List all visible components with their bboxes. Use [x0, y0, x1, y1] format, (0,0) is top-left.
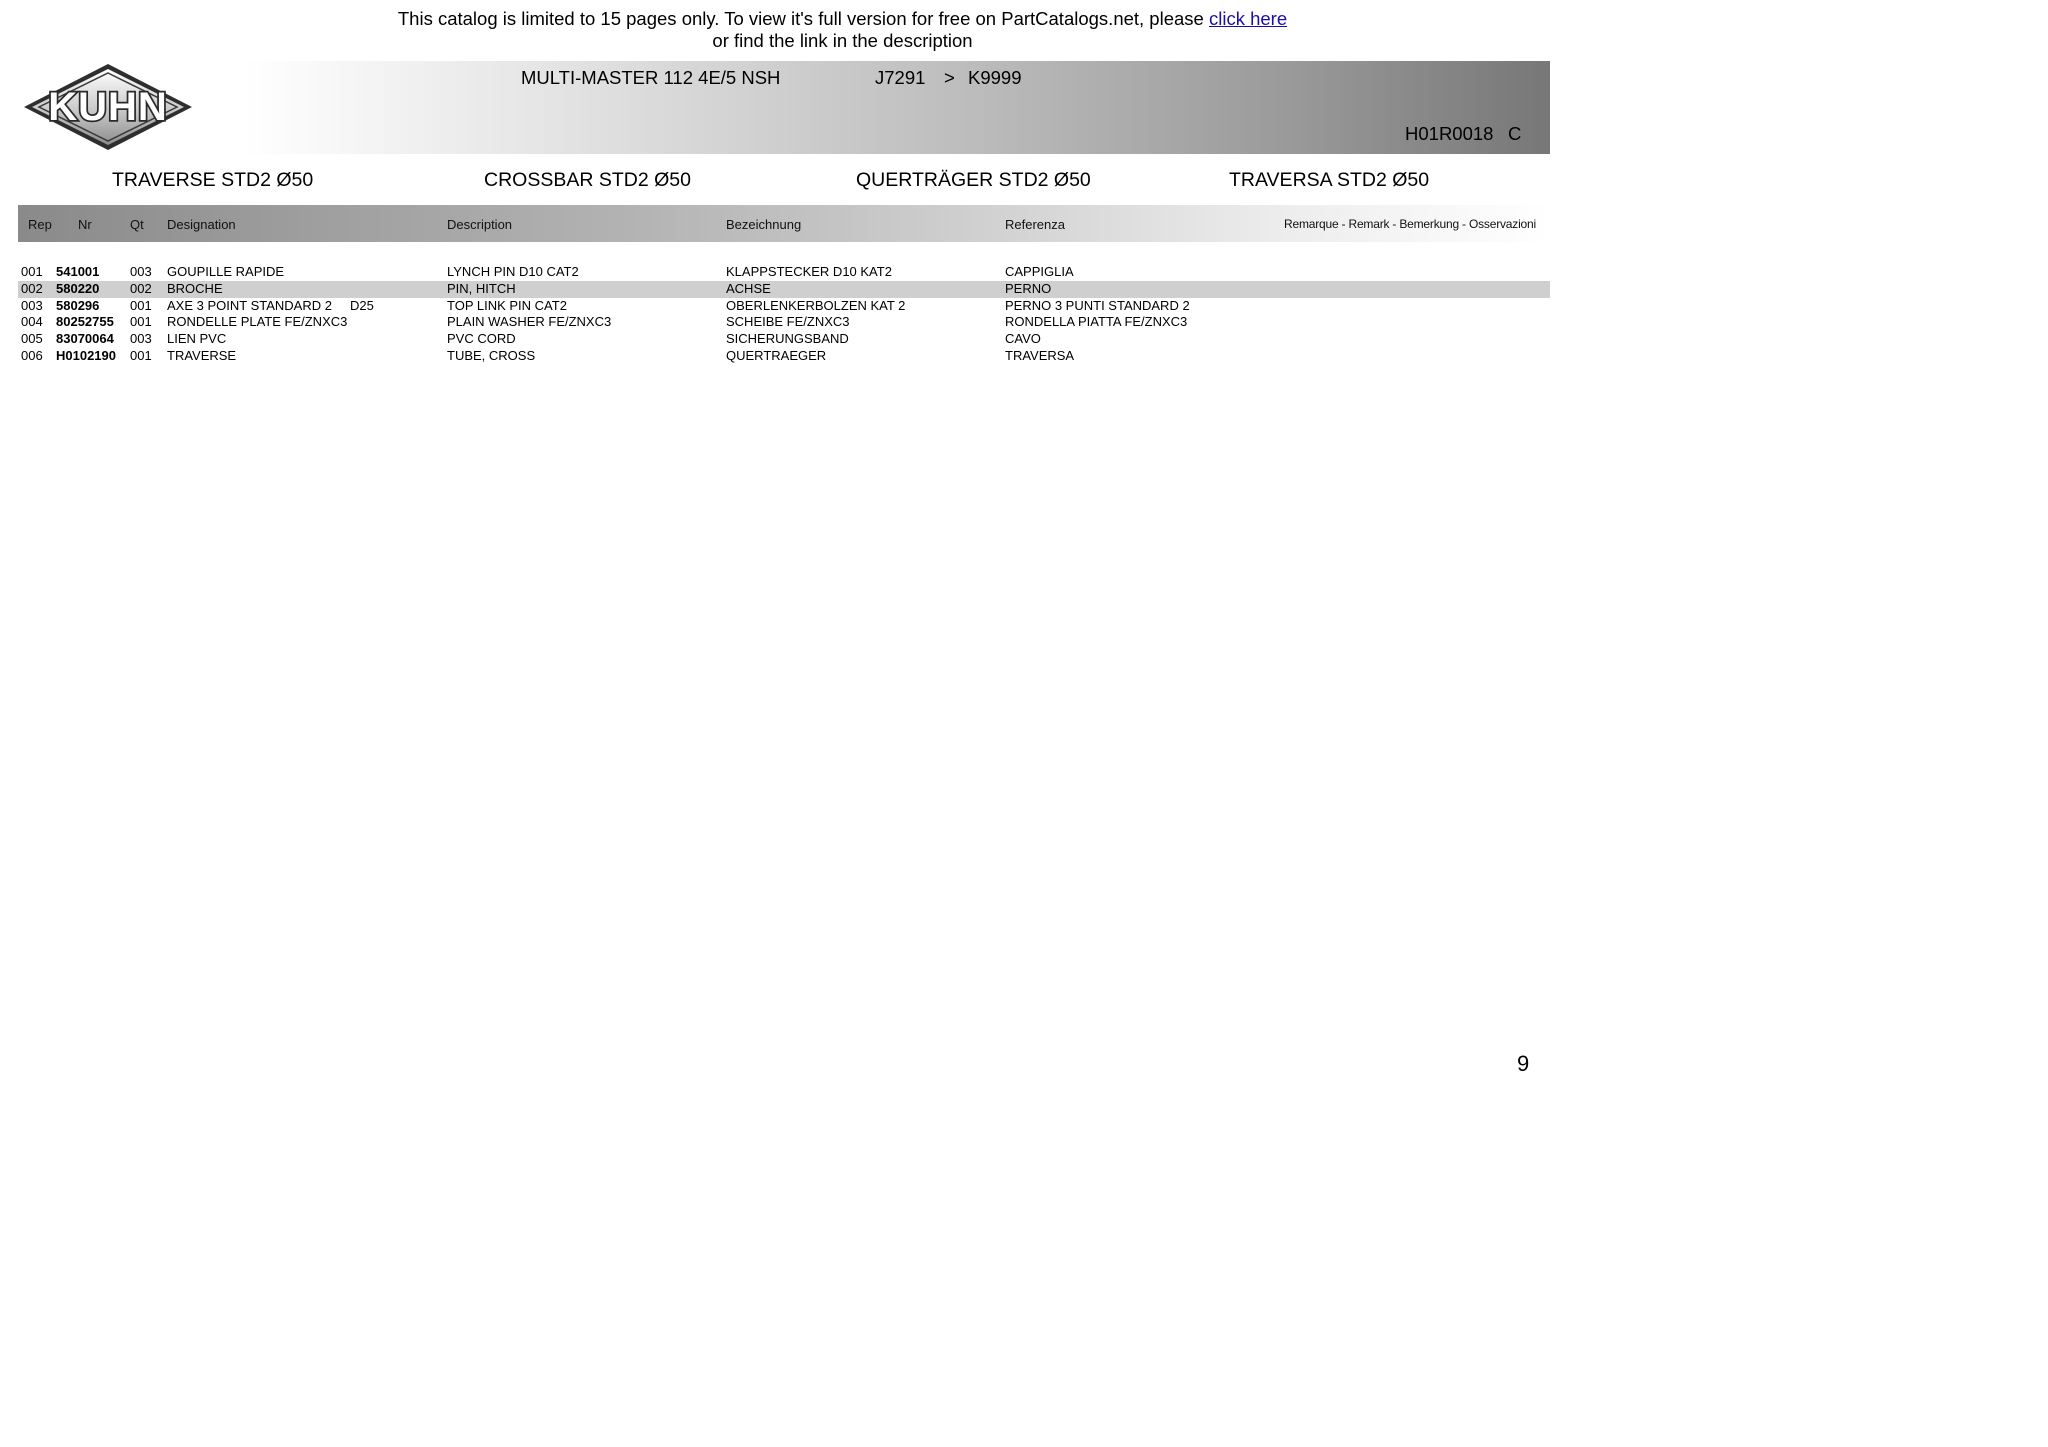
cell-designation: AXE 3 POINT STANDARD 2 D25: [167, 297, 374, 313]
cell-description: LYNCH PIN D10 CAT2: [447, 264, 579, 279]
cell-quantity: 001: [130, 314, 152, 330]
cell-designation: GOUPILLE RAPIDE: [167, 264, 285, 279]
title-italian: TRAVERSA STD2 Ø50: [1229, 169, 1430, 191]
cell-designation: LIEN PVC: [167, 331, 227, 347]
cell-description: PIN, HITCH: [447, 280, 516, 296]
table-row: [18, 348, 1550, 365]
cell-quantity: 003: [130, 264, 152, 279]
column-header-rep: Rep: [28, 217, 52, 232]
column-header-designation: Designation: [167, 217, 236, 232]
title-english: CROSSBAR STD2 Ø50: [484, 169, 691, 191]
cell-rep: 003: [21, 297, 43, 313]
notice-line-1: This catalog is limited to 15 pages only. To view it's full version for free on PartCatalogs.net, please: [397, 8, 1209, 29]
cell-referenza: PERNO 3 PUNTI STANDARD 2: [1005, 297, 1190, 313]
page-number: 9: [1517, 1051, 1530, 1076]
title-german: QUERTRÄGER STD2 Ø50: [856, 169, 1091, 191]
cell-quantity: 002: [130, 280, 152, 296]
table-row: [18, 298, 1550, 315]
cell-bezeichnung: QUERTRAEGER: [726, 347, 827, 363]
table-row: [18, 281, 1550, 298]
title-french: TRAVERSE STD2 Ø50: [112, 169, 314, 191]
cell-description: TUBE, CROSS: [447, 347, 536, 363]
cell-description: PLAIN WASHER FE/ZNXC3: [447, 314, 612, 330]
cell-referenza: CAPPIGLIA: [1005, 264, 1074, 279]
table-row: [18, 264, 1550, 281]
cell-designation: TRAVERSE: [167, 347, 237, 363]
cell-referenza: TRAVERSA: [1005, 347, 1075, 363]
kuhn-logo: [22, 62, 194, 152]
serial-from: J7291: [875, 67, 926, 88]
cell-designation: BROCHE: [167, 280, 223, 296]
cell-referenza: PERNO: [1005, 280, 1052, 296]
column-header-nr: Nr: [78, 217, 92, 232]
cell-bezeichnung: SCHEIBE FE/ZNXC3: [726, 314, 850, 330]
cell-quantity: 003: [130, 331, 152, 347]
page-revision: C: [1508, 123, 1522, 144]
model-name: MULTI-MASTER 112 4E/5 NSH: [521, 67, 781, 88]
click-here-link[interactable]: click here: [1208, 8, 1288, 29]
serial-range-arrow: >: [944, 67, 955, 88]
column-header-qt: Qt: [130, 217, 144, 232]
cell-part-number: 541001: [56, 264, 100, 279]
serial-to: K9999: [968, 67, 1022, 88]
column-header-referenza: Referenza: [1005, 217, 1065, 232]
cell-rep: 002: [21, 280, 43, 296]
parts-table-header: [18, 205, 1550, 242]
cell-rep: 004: [21, 314, 43, 330]
cell-part-number: 80252755: [56, 314, 114, 330]
cell-bezeichnung: SICHERUNGSBAND: [726, 331, 849, 347]
cell-part-number: H0102190: [56, 347, 116, 363]
cell-part-number: 580296: [56, 297, 100, 313]
catalog-notice: [0, 8, 1685, 52]
cell-bezeichnung: KLAPPSTECKER D10 KAT2: [726, 264, 892, 279]
cell-rep: 006: [21, 347, 43, 363]
cell-part-number: 580220: [56, 280, 100, 296]
cell-quantity: 001: [130, 297, 152, 313]
cell-bezeichnung: ACHSE: [726, 280, 771, 296]
cell-designation: RONDELLE PLATE FE/ZNXC3: [167, 314, 348, 330]
column-header-description: Description: [447, 217, 513, 232]
table-row: [18, 314, 1550, 331]
cell-referenza: CAVO: [1005, 331, 1041, 347]
parts-table-body: [18, 264, 1550, 365]
cell-part-number: 83070064: [56, 331, 114, 347]
cell-rep: 001: [21, 264, 43, 279]
cell-bezeichnung: OBERLENKERBOLZEN KAT 2: [726, 297, 906, 313]
logo-text: KUHN: [48, 85, 168, 129]
cell-description: TOP LINK PIN CAT2: [447, 297, 567, 313]
cell-referenza: RONDELLA PIATTA FE/ZNXC3: [1005, 314, 1188, 330]
cell-rep: 005: [21, 331, 43, 347]
notice-line-2: or find the link in the description: [712, 30, 973, 51]
cell-description: PVC CORD: [447, 331, 516, 347]
column-header-bezeichnung: Bezeichnung: [726, 217, 802, 232]
page-code: H01R0018: [1405, 123, 1494, 144]
cell-quantity: 001: [130, 347, 152, 363]
column-header-remark: Remarque - Remark - Bemerkung - Osservazioni: [1284, 217, 1536, 231]
table-row: [18, 331, 1550, 348]
